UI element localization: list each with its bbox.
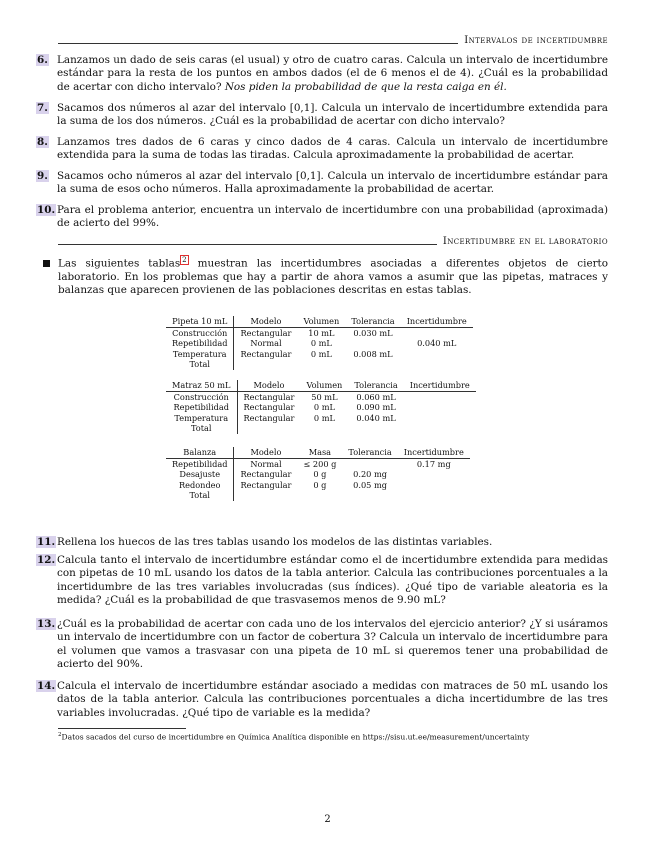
table-cell <box>342 458 397 469</box>
table-cell: Rectangular <box>243 402 295 413</box>
table-cell: 0.030 mL <box>353 327 393 338</box>
table-header-cell: Pipeta 10 mL <box>166 316 234 327</box>
problem-number: 6. <box>37 54 48 66</box>
table-cell: Normal <box>250 338 282 349</box>
bullet-square-icon <box>43 260 50 267</box>
table-cell: Rectangular <box>243 391 295 402</box>
problem-number: 7. <box>37 102 48 114</box>
table-row <box>166 480 470 491</box>
intro-bullet <box>43 257 608 297</box>
table-header-cell: Modelo <box>234 316 297 327</box>
table-cell: 0 mL <box>313 412 335 423</box>
section-title: Intervalos de incertidumbre <box>458 35 608 47</box>
table-cell: 0.008 mL <box>353 348 393 359</box>
table-cell: Temperatura <box>166 349 234 360</box>
table-cell <box>398 469 470 480</box>
table-cell <box>297 490 342 501</box>
table-cell <box>404 402 476 413</box>
table-header-cell: Tolerancia <box>348 380 403 391</box>
table-row <box>166 327 473 338</box>
table-header-cell: Volumen <box>297 316 345 327</box>
problem-text: Calcula el intervalo de incertidumbre estándar asociado a medidas con matraces de 50 mL usando los datos de la tabla anterior. Calcula las contribuciones porcentuales a dicha incertidumbre de las tres variables involucradas. ¿Qué tipo de variable es la medida? <box>57 680 608 719</box>
table-cell <box>404 413 476 424</box>
table-cell: 50 mL <box>311 391 338 402</box>
problem-9 <box>36 170 608 197</box>
table-cell: Total <box>166 423 237 434</box>
table-matraz <box>166 380 476 434</box>
table-cell <box>237 423 300 434</box>
table-cell <box>401 359 473 370</box>
problem-7 <box>36 102 608 129</box>
table-cell: 0.090 mL <box>356 402 396 413</box>
intro-text-rest: muestran las incertidumbres asociadas a diferentes objetos de cierto laboratorio. En los problemas que hay a partir de ahora vamos a asumir que las pipetas, matraces y balanzas que aparecen provienen de las poblaciones descritas en estas tablas. <box>58 257 608 297</box>
footnote <box>58 730 618 743</box>
problem-number: 14. <box>37 680 56 692</box>
table-cell <box>404 423 476 434</box>
problem-text: Sacamos ocho números al azar del intervalo [0,1]. Calcula un intervalo de incertidumbre estándar para la suma de esos ocho números. Halla aproximadamente la probabilidad de acertar. <box>57 170 608 196</box>
table-cell: 0 g <box>313 469 327 480</box>
table-header-cell: Masa <box>297 447 342 458</box>
table-row <box>166 391 476 402</box>
section-title: Incertidumbre en el laboratorio <box>437 236 608 248</box>
table-cell: Rectangular <box>243 412 295 423</box>
footnote-text: Datos sacados del curso de incertidumbre en Química Analítica disponible en https://sisu.ut.ee/measurement/uncertainty <box>61 732 530 742</box>
section-header-intervalos <box>58 36 608 48</box>
problem-text: Sacamos dos números al azar del intervalo [0,1]. Calcula un intervalo de incertidumbre extendida para la suma de los dos números. ¿Cuál es la probabilidad de acertar con dicho intervalo? <box>57 102 608 128</box>
footnote-mark: 2 <box>58 732 62 738</box>
problem-10 <box>36 204 608 231</box>
problem-text: Lanzamos un dado de seis caras (el usual) y otro de cuatro caras. Calcula un intervalo de incertidumbre estándar para la resta de los puntos en ambos dados (el de 6 menos el de 4). ¿Cuál es la probabilidad de acertar con dicho intervalo? <box>57 54 608 93</box>
page-number: 2 <box>324 814 331 825</box>
table-balanza <box>166 447 470 501</box>
table-cell <box>401 327 473 338</box>
table-cell: 0 mL <box>310 348 332 359</box>
intro-text-start: Las siguientes tablas <box>58 257 181 270</box>
table-cell <box>345 338 400 349</box>
table-header-cell: Matraz 50 mL <box>166 380 237 391</box>
problem-text: Para el problema anterior, encuentra un intervalo de incertidumbre con una probabilidad (aproximada) de acierto del 99%. <box>57 204 608 230</box>
table-header-cell: Modelo <box>234 447 297 458</box>
table-cell: 0 mL <box>313 402 335 413</box>
table-row <box>166 349 473 360</box>
table-row <box>166 469 470 480</box>
problem-number: 9. <box>37 170 48 182</box>
table-header-cell: Incertidumbre <box>401 316 473 327</box>
table-cell: Total <box>166 490 234 501</box>
table-cell <box>345 359 400 370</box>
table-cell <box>234 359 297 370</box>
table-cell: 0.17 mg <box>416 458 451 469</box>
table-cell: Repetibilidad <box>166 338 234 349</box>
table-cell: Total <box>166 359 234 370</box>
problem-number: 8. <box>37 136 48 148</box>
table-cell: Redondeo <box>166 480 234 491</box>
table-cell <box>404 391 476 402</box>
table-header-cell: Balanza <box>166 447 234 458</box>
problem-text: Lanzamos tres dados de 6 caras y cinco dados de 4 caras. Calcula un intervalo de incertidumbre extendida para la suma de todas las tiradas. Calcula aproximadamente la probabilidad de acertar. <box>57 136 608 162</box>
table-cell <box>401 349 473 360</box>
problem-12 <box>36 554 608 607</box>
problem-number: 12. <box>37 554 56 566</box>
table-cell: Desajuste <box>166 469 234 480</box>
table-header-cell: Volumen <box>300 380 348 391</box>
table-cell: Rectangular <box>240 348 292 359</box>
table-cell: Temperatura <box>166 413 237 424</box>
problem-number: 10. <box>37 204 56 216</box>
problem-text: Rellena los huecos de las tres tablas usando los modelos de las distintas variables. <box>57 536 493 548</box>
table-cell <box>398 480 470 491</box>
table-row <box>166 413 476 424</box>
table-cell: Normal <box>250 458 282 469</box>
table-header-row <box>166 380 476 391</box>
problem-number: 11. <box>37 536 56 548</box>
table-cell: Rectangular <box>240 327 292 338</box>
table-cell: 10 mL <box>308 327 335 338</box>
footnote-rule <box>58 728 186 729</box>
table-row-total <box>166 359 473 370</box>
table-cell <box>297 359 345 370</box>
problem-13 <box>36 618 608 671</box>
table-cell: 0.040 mL <box>356 412 396 423</box>
table-cell: Construcción <box>166 327 234 338</box>
table-row <box>166 402 476 413</box>
problem-14 <box>36 680 608 720</box>
table-cell: Rectangular <box>240 479 292 490</box>
table-row <box>166 338 473 349</box>
table-row <box>166 458 470 469</box>
table-header-row <box>166 316 473 327</box>
problem-text: ¿Cuál es la probabilidad de acertar con cada uno de los intervalos del ejercicio anterior? ¿Y si usáramos un intervalo de incertidumbre con un factor de cobertura 3? Calcula un intervalo de incertidumbre para el volumen que vamos a trasvasar con una pipeta de 10 mL si queremos tener una probabilidad de acierto del 90%. <box>57 618 608 670</box>
table-cell: Repetibilidad <box>166 402 237 413</box>
problem-6 <box>36 54 608 94</box>
problem-hint: Nos piden la probabilidad de que la resta caiga en él. <box>224 80 507 93</box>
problem-8 <box>36 136 608 163</box>
table-cell: Rectangular <box>240 469 292 480</box>
table-cell: Construcción <box>166 391 237 402</box>
table-header-cell: Incertidumbre <box>404 380 476 391</box>
problem-text: Calcula tanto el intervalo de incertidumbre estándar como el de incertidumbre extendida para medidas con pipetas de 10 mL usando los datos de la tabla anterior. Calcula las contribuciones porcentuales a la incertidumbre de las tres variables involucradas (sus índices). ¿Qué tipo de variable aleatoria es la medida? ¿Cuál es la probabilidad de que trasvasemos menos de 9.90 mL? <box>57 554 608 606</box>
table-cell <box>300 423 348 434</box>
table-cell: 0 g <box>313 479 327 490</box>
table-cell <box>234 490 297 501</box>
table-cell: 0.060 mL <box>356 391 396 402</box>
table-header-cell: Tolerancia <box>342 447 397 458</box>
table-cell: 0.040 mL <box>417 338 457 349</box>
table-cell: Repetibilidad <box>166 458 234 469</box>
table-cell: ≤ 200 g <box>303 458 337 469</box>
table-cell <box>342 490 397 501</box>
table-header-row <box>166 447 470 458</box>
table-header-cell: Tolerancia <box>345 316 400 327</box>
table-cell <box>348 423 403 434</box>
table-cell: 0.20 mg <box>353 469 387 480</box>
table-row-total <box>166 423 476 434</box>
section-header-laboratorio <box>58 237 608 249</box>
table-header-cell: Incertidumbre <box>398 447 470 458</box>
footnote-ref-link[interactable]: 2 <box>182 256 187 264</box>
table-header-cell: Modelo <box>237 380 300 391</box>
table-cell: 0 mL <box>310 338 332 349</box>
table-row-total <box>166 490 470 501</box>
problem-number: 13. <box>37 618 56 630</box>
table-cell: 0.05 mg <box>353 479 387 490</box>
problem-11 <box>36 536 608 549</box>
table-pipeta <box>166 316 473 370</box>
table-cell <box>398 490 470 501</box>
